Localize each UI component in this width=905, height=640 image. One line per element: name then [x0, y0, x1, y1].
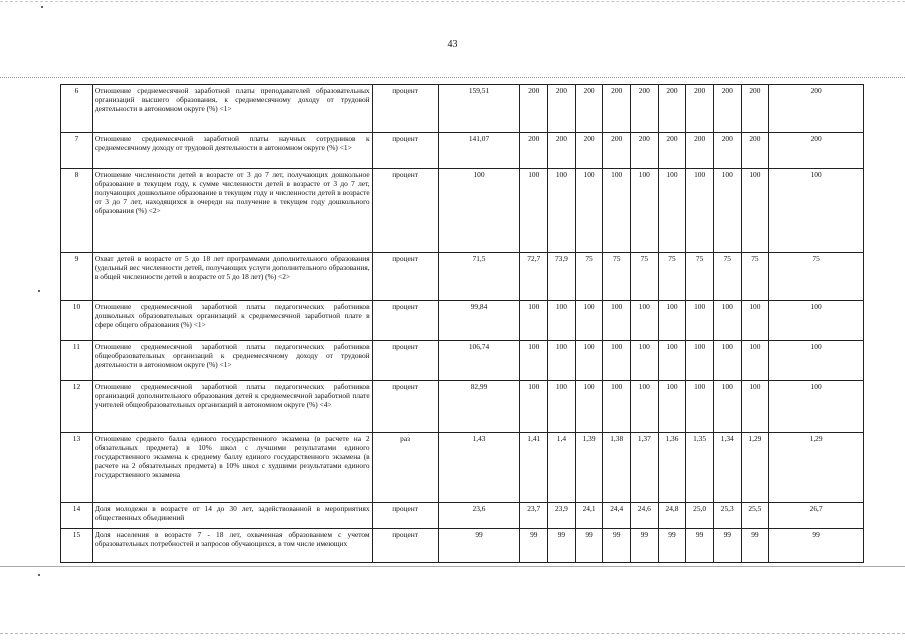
- target-value-cell: 99: [769, 529, 864, 563]
- base-value-cell: 141,07: [438, 133, 520, 169]
- year-value-cell: 100: [575, 301, 603, 341]
- year-value-cell: 75: [575, 253, 603, 301]
- unit-cell: процент: [372, 301, 438, 341]
- indicator-description-cell: Доля молодежи в возрасте от 14 до 30 лет, задействованной в мероприятиях общественных объединений: [92, 503, 372, 529]
- unit-cell: процент: [372, 341, 438, 381]
- year-value-cell: 100: [713, 169, 741, 253]
- year-value-cell: 200: [686, 133, 714, 169]
- indicator-description-cell: Отношение среднемесячной заработной платы педагогических работников организаций дополнительного образования детей к среднемесячной заработной плате учителей общеобразовательных организаций в автономном округе (%) <4>: [92, 381, 372, 433]
- year-value-cell: 200: [713, 133, 741, 169]
- unit-cell: процент: [372, 503, 438, 529]
- header-rule: [0, 77, 905, 78]
- year-value-cell: 100: [548, 341, 576, 381]
- year-value-cell: 100: [686, 169, 714, 253]
- indicator-description-cell: Отношение среднего балла единого государственного экзамена (в расчете на 2 обязательных предмета) в 10% школ с лучшими результатами единого государственного экзамена к среднему баллу единого государственного экзамена (в расчете на 2 обязательных предмета) в 10% школ с худшими результатами единого государственного экзамена: [92, 433, 372, 503]
- year-value-cell: 25,3: [713, 503, 741, 529]
- target-value-cell: 26,7: [769, 503, 864, 529]
- year-value-cell: 25,5: [741, 503, 769, 529]
- year-value-cell: 200: [548, 133, 576, 169]
- scan-speck: [41, 6, 43, 8]
- footer-rule: [0, 566, 905, 567]
- year-value-cell: 99: [520, 529, 548, 563]
- base-value-cell: 159,51: [438, 85, 520, 133]
- year-value-cell: 99: [713, 529, 741, 563]
- year-value-cell: 23,9: [548, 503, 576, 529]
- year-value-cell: 100: [548, 381, 576, 433]
- year-value-cell: 100: [658, 381, 686, 433]
- year-value-cell: 99: [548, 529, 576, 563]
- base-value-cell: 100: [438, 169, 520, 253]
- unit-cell: процент: [372, 529, 438, 563]
- unit-cell: процент: [372, 253, 438, 301]
- indicator-description-cell: Отношение среднемесячной заработной платы научных сотрудников к среднемесячному доходу от трудовой деятельности в автономном округе (%) <1>: [92, 133, 372, 169]
- target-value-cell: 100: [769, 341, 864, 381]
- indicator-description-cell: Охват детей в возрасте от 5 до 18 лет программами дополнительного образования (удельный вес численности детей, получающих услуги дополнительного образования, в общей численности детей в возрасте от 5 до 18 лет) (%) <2>: [92, 253, 372, 301]
- year-value-cell: 99: [686, 529, 714, 563]
- year-value-cell: 1,4: [548, 433, 576, 503]
- year-value-cell: 100: [741, 301, 769, 341]
- unit-cell: раз: [372, 433, 438, 503]
- year-value-cell: 100: [713, 301, 741, 341]
- base-value-cell: 1,43: [438, 433, 520, 503]
- year-value-cell: 100: [658, 301, 686, 341]
- year-value-cell: 100: [603, 381, 631, 433]
- row-number-cell: 7: [61, 133, 93, 169]
- year-value-cell: 200: [520, 133, 548, 169]
- year-value-cell: 100: [575, 169, 603, 253]
- row-number-cell: 15: [61, 529, 93, 563]
- table-row: [61, 341, 864, 381]
- year-value-cell: 75: [713, 253, 741, 301]
- scan-edge-top: [0, 1, 905, 2]
- indicator-description-cell: Доля населения в возрасте 7 - 18 лет, охваченная образованием с учетом образовательных потребностей и запросов обучающихся, в том числе имеющих: [92, 529, 372, 563]
- year-value-cell: 200: [658, 133, 686, 169]
- base-value-cell: 99,84: [438, 301, 520, 341]
- year-value-cell: 1,35: [686, 433, 714, 503]
- indicator-description-cell: Отношение среднемесячной заработной платы педагогических работников общеобразовательных организаций к среднемесячному доходу от трудовой деятельности в автономном округе (%) <1>: [92, 341, 372, 381]
- year-value-cell: 200: [658, 85, 686, 133]
- row-number-cell: 12: [61, 381, 93, 433]
- year-value-cell: 100: [631, 301, 659, 341]
- unit-cell: процент: [372, 133, 438, 169]
- table-row: [61, 169, 864, 253]
- base-value-cell: 71,5: [438, 253, 520, 301]
- year-value-cell: 100: [520, 301, 548, 341]
- row-number-cell: 11: [61, 341, 93, 381]
- year-value-cell: 100: [520, 381, 548, 433]
- year-value-cell: 75: [741, 253, 769, 301]
- year-value-cell: 200: [548, 85, 576, 133]
- year-value-cell: 100: [713, 381, 741, 433]
- indicator-description-cell: Отношение численности детей в возрасте от 3 до 7 лет, получающих дошкольное образование в текущем году, к сумме численности детей в возрасте от 3 до 7 лет, получающих дошкольное образование в текущем году и численности детей в возрасте от 3 до 7 лет, находящихся в очереди на получение в текущем году дошкольного образования (%) <2>: [92, 169, 372, 253]
- row-number-cell: 10: [61, 301, 93, 341]
- year-value-cell: 100: [548, 169, 576, 253]
- scan-speck: [38, 574, 40, 576]
- year-value-cell: 100: [548, 301, 576, 341]
- year-value-cell: 73,9: [548, 253, 576, 301]
- target-value-cell: 100: [769, 301, 864, 341]
- year-value-cell: 100: [603, 169, 631, 253]
- year-value-cell: 200: [603, 133, 631, 169]
- year-value-cell: 100: [686, 301, 714, 341]
- year-value-cell: 200: [713, 85, 741, 133]
- year-value-cell: 75: [631, 253, 659, 301]
- year-value-cell: 99: [631, 529, 659, 563]
- year-value-cell: 100: [520, 341, 548, 381]
- year-value-cell: 100: [575, 341, 603, 381]
- year-value-cell: 100: [631, 381, 659, 433]
- table-row: [61, 381, 864, 433]
- year-value-cell: 200: [575, 133, 603, 169]
- year-value-cell: 1,38: [603, 433, 631, 503]
- year-value-cell: 100: [658, 169, 686, 253]
- year-value-cell: 200: [631, 133, 659, 169]
- year-value-cell: 100: [520, 169, 548, 253]
- scan-edge-bottom: [0, 633, 905, 634]
- year-value-cell: 24,1: [575, 503, 603, 529]
- page-number: 43: [447, 39, 458, 50]
- table-row: [61, 301, 864, 341]
- table-row: [61, 85, 864, 133]
- target-value-cell: 100: [769, 169, 864, 253]
- year-value-cell: 100: [603, 301, 631, 341]
- year-value-cell: 1,39: [575, 433, 603, 503]
- indicator-description-cell: Отношение среднемесячной заработной платы педагогических работников дошкольных образовательных организаций к среднемесячной заработной плате в сфере общего образования (%) <1>: [92, 301, 372, 341]
- target-value-cell: 1,29: [769, 433, 864, 503]
- year-value-cell: 99: [603, 529, 631, 563]
- unit-cell: процент: [372, 169, 438, 253]
- year-value-cell: 200: [686, 85, 714, 133]
- year-value-cell: 200: [603, 85, 631, 133]
- year-value-cell: 25,0: [686, 503, 714, 529]
- target-value-cell: 75: [769, 253, 864, 301]
- year-value-cell: 1,36: [658, 433, 686, 503]
- year-value-cell: 100: [575, 381, 603, 433]
- year-value-cell: 200: [631, 85, 659, 133]
- table-row: [61, 253, 864, 301]
- year-value-cell: 99: [741, 529, 769, 563]
- table-row: [61, 529, 864, 563]
- target-value-cell: 200: [769, 85, 864, 133]
- row-number-cell: 14: [61, 503, 93, 529]
- year-value-cell: 24,4: [603, 503, 631, 529]
- year-value-cell: 100: [631, 341, 659, 381]
- year-value-cell: 75: [603, 253, 631, 301]
- year-value-cell: 72,7: [520, 253, 548, 301]
- year-value-cell: 100: [603, 341, 631, 381]
- row-number-cell: 6: [61, 85, 93, 133]
- target-value-cell: 200: [769, 133, 864, 169]
- table-row: [61, 503, 864, 529]
- indicator-description-cell: Отношение среднемесячной заработной платы преподавателей образовательных организаций высшего образования, к среднемесячному доходу от трудовой деятельности в автономном округе (%) <1>: [92, 85, 372, 133]
- year-value-cell: 100: [713, 341, 741, 381]
- year-value-cell: 100: [658, 341, 686, 381]
- table-row: [61, 133, 864, 169]
- year-value-cell: 100: [741, 381, 769, 433]
- scan-speck: [38, 290, 40, 292]
- year-value-cell: 1,34: [713, 433, 741, 503]
- year-value-cell: 100: [741, 341, 769, 381]
- year-value-cell: 24,6: [631, 503, 659, 529]
- year-value-cell: 100: [686, 341, 714, 381]
- indicators-table: [60, 84, 864, 563]
- year-value-cell: 100: [741, 169, 769, 253]
- base-value-cell: 106,74: [438, 341, 520, 381]
- year-value-cell: 99: [658, 529, 686, 563]
- year-value-cell: 1,29: [741, 433, 769, 503]
- base-value-cell: 99: [438, 529, 520, 563]
- year-value-cell: 75: [686, 253, 714, 301]
- year-value-cell: 200: [575, 85, 603, 133]
- row-number-cell: 8: [61, 169, 93, 253]
- base-value-cell: 82,99: [438, 381, 520, 433]
- year-value-cell: 200: [741, 133, 769, 169]
- row-number-cell: 13: [61, 433, 93, 503]
- year-value-cell: 200: [520, 85, 548, 133]
- year-value-cell: 100: [686, 381, 714, 433]
- base-value-cell: 23,6: [438, 503, 520, 529]
- unit-cell: процент: [372, 381, 438, 433]
- year-value-cell: 200: [741, 85, 769, 133]
- year-value-cell: 24,8: [658, 503, 686, 529]
- year-value-cell: 99: [575, 529, 603, 563]
- table-row: [61, 433, 864, 503]
- year-value-cell: 100: [631, 169, 659, 253]
- unit-cell: процент: [372, 85, 438, 133]
- year-value-cell: 1,41: [520, 433, 548, 503]
- year-value-cell: 23,7: [520, 503, 548, 529]
- year-value-cell: 1,37: [631, 433, 659, 503]
- year-value-cell: 75: [658, 253, 686, 301]
- row-number-cell: 9: [61, 253, 93, 301]
- target-value-cell: 100: [769, 381, 864, 433]
